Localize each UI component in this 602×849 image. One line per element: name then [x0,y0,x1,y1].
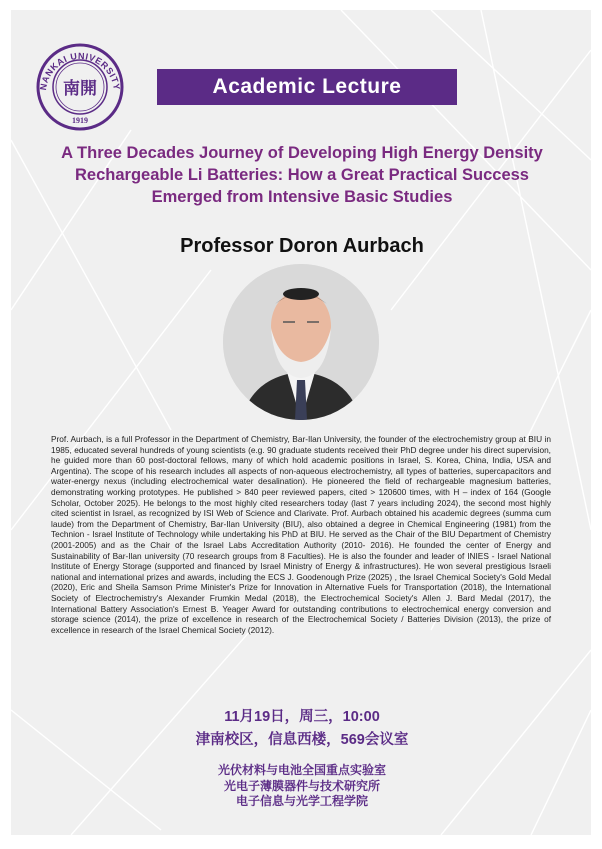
talk-title-line: Emerged from Intensive Basic Studies [151,188,453,206]
university-logo [36,43,124,131]
lecture-banner: Academic Lecture [157,69,457,105]
event-location: 津南校区，信息西楼，569会议室 [195,732,409,748]
event-details [31,706,573,752]
talk-title [31,142,573,208]
logo-lettering [36,43,124,131]
talk-title-line: A Three Decades Journey of Developing High Energy Density [61,144,543,162]
speaker-biography: Prof. Aurbach, is a full Professor in the Department of Chemistry, Bar-Ilan University, the founder of the electrochemistry group at BIU in 1985, educated several hundreds of young scientists (e.g. 90 graduate students received their PhD degree under his direct supervision, he guided more than 60 post-doctoral fellows, many of which hold academic positions in Israel, S. Korea, China, India, USA and Argentina). The scope of his research includes all aspects of non-aqueous electrochemistry, all types of batteries, supercapacitors and water-energy nexus (including electrochemical water desalination). He pioneered the field of rechargeable magnesium batteries, demonstrating working prototypes. He published > 840 peer reviewed papers, cited > 120600 times, with H – index of 164 (Google Scholar, October 2025). He belongs to the most highly cited researchers today (last 7 years including 2024), the second most highly cited scientist in Israel, as recognized by ISI Web of Science and Clarivate. Prof. Aurbach obtained his academic degrees (summa cum laude) from the Department of Chemistry, Bar-Ilan University (BIU), also obtained a degree in Chemical Engineering (1981) from the Technion - Israel Institute of Technology while undertaking his PhD at BIU. He served as the Chair of the BIU Department of Chemistry (2001-2005) and as the Chair of the Israel Labs Accreditation Authority (2010- 2016). He founded the center of Energy and Sustainability of Bar-Ilan university (70 research groups from 8 Faculties). He is also the founder and leader of INIES - Israel National Institute of Energy Storage (supported and financed by Israel Ministry of Energy & infrastructures). He won several prestigious Israeli national and international prizes and awards, including the ECS J. Goodenough Prize (2025) , the Israel Chemical Society's Gold Medal (2020), Eric and Sheila Samson Prime Minister's Prize for Innovation in Alternative Fuels for Transportation (2018), the International Society of Electrochemistry's Alexander Frumkin Medal (2018), the Electrochemical Society's Allen J. Bard Medal (2017), the International Battery Association's Ernest B. Yeager Award for outstanding contributions to electrochemical energy conversion and storage science (2014), the prize of excellence in research of the Electrochemical Society / Batteries Division (2013), the prize of excellence in research of the Israel Chemical Society (2012). [51,434,551,635]
organizer-item: 光电子薄膜器件与技术研究所 [223,778,380,793]
poster [11,10,591,835]
speaker-portrait [223,264,379,420]
speaker-name: Professor Doron Aurbach [180,235,424,257]
svg-text:1919: 1919 [72,116,88,125]
organizers [31,763,573,810]
svg-text:NANKAI UNIVERSITY: NANKAI UNIVERSITY [38,50,122,91]
organizer-item: 光伏材料与电池全国重点实验室 [217,763,386,777]
talk-title-line: Rechargeable Li Batteries: How a Great Practical Success [75,166,529,184]
organizer-item: 电子信息与光学工程学院 [235,794,368,808]
svg-text:南開: 南開 [63,79,97,99]
event-time: 11月19日，周三，10:00 [224,709,380,725]
